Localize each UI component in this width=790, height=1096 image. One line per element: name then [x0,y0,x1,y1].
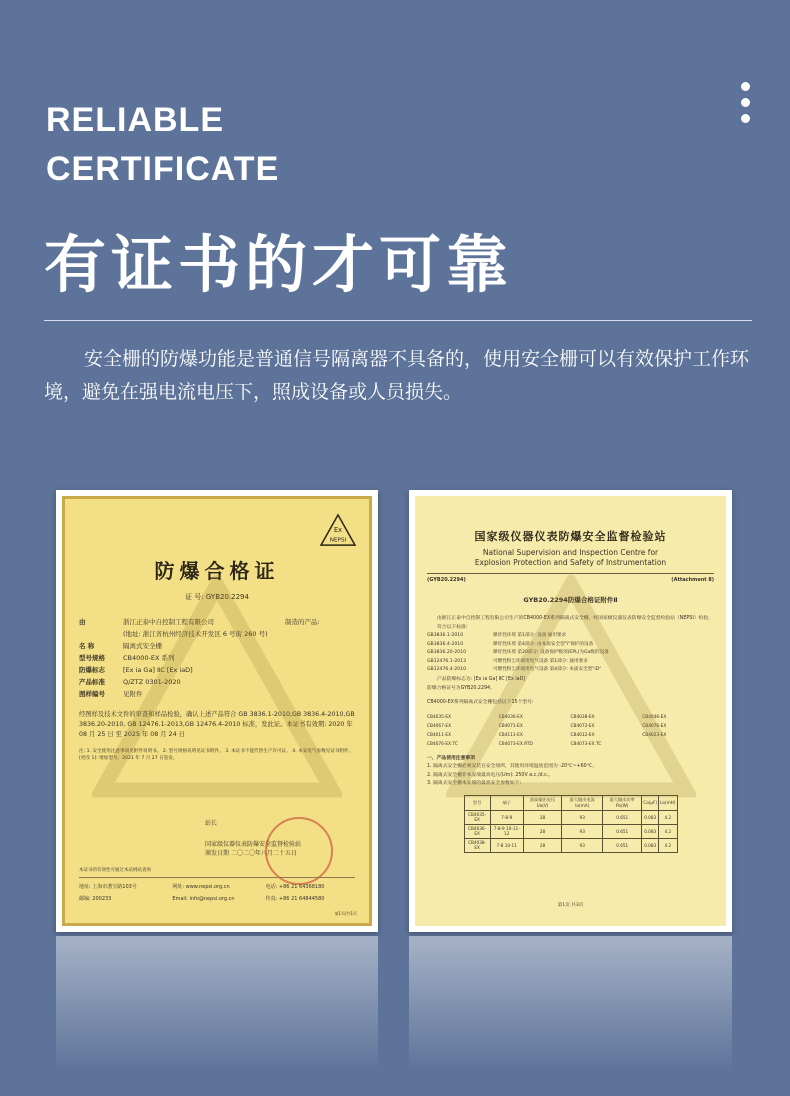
certificate-paper [62,496,372,926]
field-label: 名 称 [79,642,95,650]
table-cell: 28 [523,838,562,852]
reference-row [427,577,714,583]
standard-code: GB3836.1-2010 [427,633,464,638]
table-cell: 28 [523,824,562,838]
model-item: CB4012-EX [570,732,595,738]
field-value: Q/ZTZ 0301-2020 [123,678,181,686]
menu-dot [741,114,750,123]
page-number: 第1页/共1页 [334,911,357,916]
attachment-body [427,614,714,707]
issue-date: 颁发日期 二〇二〇年八月二十五日 [205,850,297,857]
field-value: 隔离式安全栅 [123,642,162,650]
field-value: 见附件 [123,690,143,698]
field-value: [Ex ia Ga] ⅡC [Ex iaD] [123,666,193,674]
table-row [464,824,677,838]
field-extra [285,652,355,664]
issuer-name: 国家级仪器仪表防爆安全监督检验站 [205,841,302,848]
field-extra [285,640,355,652]
usage-item: 1. 隔离式安全栅必须安装在安全场所，其使用环境温度范围为 -20℃~+60℃。 [427,764,597,769]
standard-desc: 可燃性粉尘环境用电气设备 第1部分: 通用要求 [493,658,588,664]
table-cell: 0.651 [603,810,642,824]
field-label: 产品标准 [79,678,105,686]
station-head-label: 站长 [205,820,218,827]
field-extra [285,664,355,676]
model-item: CB4046-EX [642,714,667,720]
attachment-heading-cn: 国家级仪器仪表防爆安全监督检验站 [474,530,667,543]
table-header-cell: 最大输出电流Io(mA) [562,795,603,810]
page-number: 第1页 共3页 [557,903,584,908]
english-title-line-2: CERTIFICATE [46,150,280,188]
model-item: CB4035-EX [427,714,452,720]
badge-top-text: Ex [333,525,343,534]
heading-en-line-2: Explosion Protection and Safety of Instrumentation [474,558,667,567]
table-cell: 93 [562,824,603,838]
standard-code: GB3836.20-2010 [427,650,467,655]
footer-divider [79,877,355,878]
chinese-title: 有证书的才可靠 [44,228,514,301]
standards-list [427,632,714,675]
models-intro: CB4000-EX系列隔离式安全栅包括以下15个型号: [427,699,534,705]
field-label: 由 [79,618,86,626]
field-label: 防爆标志 [79,666,105,674]
certificate-field-row [79,664,355,676]
explosion-proof-certificate-card[interactable] [56,490,378,932]
parameter-table [464,795,678,853]
attachment-heading-en [427,548,714,568]
field-label: 型号规格 [79,654,105,662]
table-header-row [464,795,677,810]
table-header-cell: Co(μF) [642,795,659,810]
model-item: CB4071-EX [498,723,523,729]
heading-en-line-1: National Supervision and Inspection Centre for [482,548,659,557]
table-header-cell: 最大输出功率Po(W) [603,795,642,810]
table-header-cell: 最高输出电压Uo(V) [523,795,562,810]
table-header-cell: Lo(mH) [659,795,677,810]
table-cell: 7-8-9 10-11-12 [490,824,523,838]
certificate-notes: 注: 1. 安全使用注意事项见附件说明书。 2. 型号规格说明见证书附件。 3. 本证书不能代替生产许可证。 4. 本安电气参数见证书附件。 [更改 1]: 增加型号。2021 年 7 月 27 日签发。 [79,749,354,761]
table-cell: 4.2 [659,838,677,852]
certificate-line: 防爆合格证号为GYB20.2294。 [427,685,495,691]
standard-desc: 爆炸性环境 第1部分: 设备 通用要求 [493,633,567,638]
standard-row [427,658,714,667]
standard-desc: 可燃性粉尘环境用电气设备 第4部分: 本质安全型"iD" [493,667,602,672]
footer-item: Email: info@nepsi.org.cn [172,896,235,902]
table-header-cell: 端子 [490,795,523,810]
menu-dot [741,82,750,91]
table-cell: 93 [562,810,603,824]
standard-row [427,649,714,658]
table-cell: CB4038-EX [464,838,490,852]
table-row [464,838,677,852]
footer-item: 邮编: 200233 [79,896,112,902]
reference-left: (GYB20.2294) [427,577,466,583]
right-card-reflection [409,936,732,1096]
table-body [464,810,677,852]
standard-code: GB12476.4-2010 [427,667,467,672]
table-cell: 93 [562,838,603,852]
table-cell: CB4035-EX [464,810,490,824]
usage-item: 3. 隔离式安全栅本安端的最高安全参数如下: [427,781,522,786]
signature-block [205,819,301,858]
certificate-field-row [79,628,355,640]
model-item: CB4038-EX [570,714,595,720]
field-value: CB4000-EX 系列 [123,654,175,662]
model-item: CB4076-EX [642,723,667,729]
certificate-field-row [79,652,355,664]
attachment-title: GYB20.2294防爆合格证附件Ⅱ [523,596,618,604]
ex-marking: 产品防爆标志为: [Ex ia Ga] ⅡC [Ex iaD] [437,676,526,682]
certificate-field-row [79,688,355,700]
usage-section [427,755,714,789]
table-cell: 0.083 [642,824,659,838]
model-item: CB4073-EX.RTD [498,741,533,747]
table-cell: 7-8-9 [490,810,523,824]
table-cell: 0.651 [603,824,642,838]
attachment-paper [415,496,726,926]
model-item: CB4036-EX [498,714,523,720]
nepsi-badge-icon [319,513,357,547]
table-row [464,810,677,824]
field-extra [285,688,355,700]
menu-dot [741,98,750,107]
footer-item: 网址: www.nepsi.org.cn [172,884,230,890]
table-cell: 4.2 [659,824,677,838]
table-cell: 7-8 10-11 [490,838,523,852]
certificate-field-row [79,616,355,628]
model-item: CB4067-EX [427,723,452,729]
field-label: 图样编号 [79,690,105,698]
field-extra [285,628,355,640]
field-extra: 制造的产品: [285,618,320,626]
field-value: 浙江正泰中自控制工程有限公司 [123,618,214,626]
model-item: CB4023-EX [642,732,667,738]
standard-desc: 爆炸性环境 第20部分: 设备保护级别(EPL)为Ga级的设备 [493,650,609,655]
footer-note: 本证书的有效性可通过本站网站查询 [79,868,151,873]
models-grid [427,713,714,749]
certificate-field-row [79,640,355,652]
usage-list [427,763,714,789]
field-value: (地址: 浙江省杭州经济技术开发区 6 号街 260 号) [123,630,268,638]
usage-section-title: 一、产品使用注意事项 [427,755,475,761]
table-cell: 4.2 [659,810,677,824]
certificate-fields [79,616,355,700]
model-item: CB4076-EX.TC [427,741,458,747]
table-cell: 0.083 [642,838,659,852]
field-extra [285,676,355,688]
table-cell: 0.651 [603,838,642,852]
inspection-attachment-card[interactable] [409,490,732,932]
attachment-intro: 由浙江正泰中自控制工程有限公司生产的CB4000-EX系列隔离式安全栅，经国家级仪器仪表防爆安全监督检验站（NEPSI）检验，符合以下标准: [437,616,713,630]
standard-desc: 爆炸性环境 第4部分: 由本质安全型"i"保护的设备 [493,641,594,647]
certificate-field-row [79,676,355,688]
table-cell: CB4036-EX [464,824,490,838]
footer-item: 传真: +86 21 64844580 [265,896,325,902]
more-vertical-icon[interactable] [738,82,752,123]
heading-divider [427,573,714,574]
description-paragraph: 安全栅的防爆功能是普通信号隔离器不具备的，使用安全栅可以有效保护工作环境，避免在强电流电压下，照成设备或人员损失。 [44,348,750,403]
english-title-line-1: RELIABLE [46,101,224,139]
model-item: CB4073-EX.TC [570,741,602,747]
model-item: CB4072-EX [570,723,595,729]
table-header-cell: 型号 [464,795,490,810]
left-card-reflection [56,936,378,1096]
certificate-number: 证 号: GYB20.2294 [185,593,249,601]
table-cell: 28 [523,810,562,824]
certificate-title: 防爆合格证 [154,559,280,583]
standard-code: GB3836.4-2010 [427,641,464,647]
footer-item: 地址: 上海市漕宝路103号 [79,884,137,890]
standard-row [427,666,714,675]
standard-row [427,632,714,641]
standard-code: GB12476.1-2013 [427,658,467,664]
certificate-footer [79,883,355,903]
standard-row [427,641,714,650]
model-item: CB4111-EX [498,732,523,738]
badge-bottom-text: NEPSI [329,537,347,544]
usage-item: 2. 隔离式安全栅非本安端最高电压(Um): 250V a.c./d.c.。 [427,772,554,778]
table-cell: 0.083 [642,810,659,824]
title-divider [44,320,752,321]
reference-right: (Attachment Ⅱ) [671,577,714,583]
model-item: CB4011-EX [427,732,452,738]
field-label [79,628,115,640]
english-title [46,96,279,194]
certificate-statement: 经图样及技术文件的审查和样品检验，确认上述产品符合 GB 3836.1-2010,GB 3836.4-2010,GB 3836.20-2010, GB 12476.1-2013,GB 12476.4-2010 标准，发此证。本证书有效期: 2020 年 08 月 25 日 至 2025 年 08 月 24 日 [79,711,355,738]
footer-item: 电话: +86 21 64368180 [265,884,325,890]
